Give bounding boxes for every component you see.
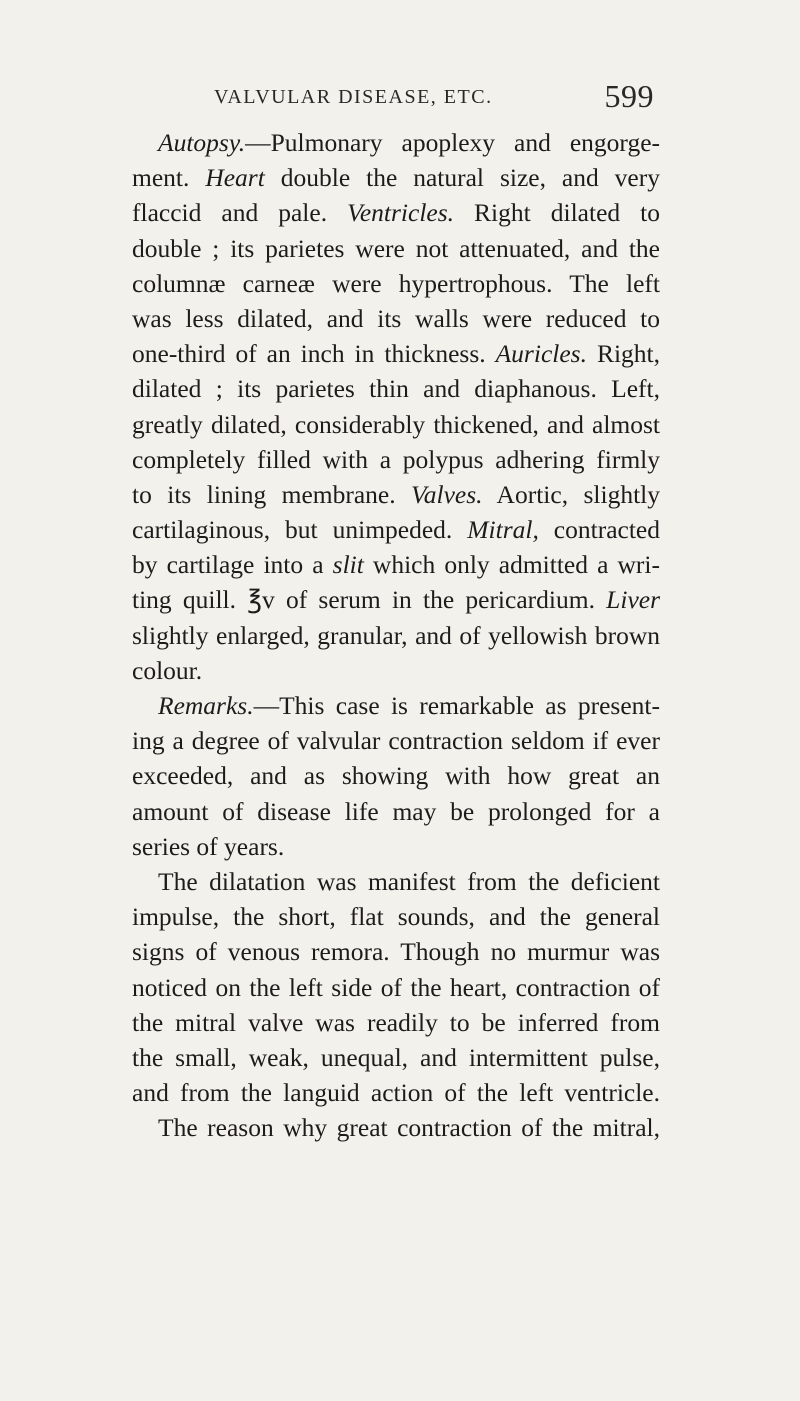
text-line [132, 1005, 660, 1040]
text-run: was less dilated, and its walls were reduced to [132, 303, 660, 333]
italic-term: Valves. [411, 479, 483, 509]
text-run: series of years. [132, 831, 285, 861]
text-line [132, 1040, 660, 1075]
text-run: contracted [538, 515, 660, 545]
text-run: signs of venous remora. Though no murmur was [132, 937, 660, 967]
text-line [132, 829, 660, 864]
text-run: which only admitted a wri- [363, 550, 660, 580]
text-line [132, 231, 660, 266]
text-line [132, 477, 660, 512]
text-run: greatly dilated, considerably thickened, and almost [132, 409, 660, 439]
text-run: noticed on the left side of the heart, contraction of [132, 972, 660, 1002]
text-run: flaccid and pale. [132, 198, 348, 228]
text-run: the small, weak, unequal, and intermittent pulse, [132, 1042, 660, 1072]
text-line [132, 934, 660, 969]
text-line [132, 794, 660, 829]
text-run: double ; its parietes were not attenuated, and the [132, 233, 660, 263]
text-line [132, 864, 660, 899]
running-title: VALVULAR DISEASE, ETC. [214, 86, 493, 108]
text-line [132, 512, 660, 547]
text-line [132, 442, 660, 477]
italic-term: Heart [205, 163, 265, 193]
text-run: exceeded, and as showing with how great an [132, 761, 660, 791]
text-line [132, 970, 660, 1005]
page-number: 599 [604, 78, 654, 114]
text-line [132, 618, 660, 653]
text-line [132, 266, 660, 301]
text-run: ting quill. ℥v of serum in the pericardium. [132, 585, 607, 615]
text-line [132, 899, 660, 934]
italic-term: Autopsy. [158, 128, 246, 157]
text-run: colour. [132, 655, 203, 685]
text-line [132, 653, 660, 688]
text-run: columnæ carneæ were hypertrophous. The left [132, 268, 660, 298]
text-line [132, 371, 660, 406]
text-run: double the natural size, and very [264, 163, 660, 193]
text-run: amount of disease life may be prolonged for a [132, 796, 660, 826]
text-run: dilated ; its parietes thin and diaphanous. Left, [132, 374, 660, 404]
text-line [132, 1110, 660, 1145]
text-run: ing a degree of valvular contraction seldom if ever [132, 726, 660, 756]
body-text [132, 125, 660, 1145]
text-line [132, 547, 660, 582]
text-line [132, 688, 660, 723]
text-run: to its lining membrane. [132, 479, 412, 509]
text-line [132, 160, 660, 195]
text-line [132, 582, 660, 617]
text-run: The reason why great contraction of the mitral, [158, 1113, 660, 1143]
italic-term: Ventricles. [347, 198, 455, 228]
text-run: slightly enlarged, granular, and of yellowish brown [132, 620, 660, 650]
text-run: one-third of an inch in thickness. [132, 339, 496, 369]
text-line [132, 758, 660, 793]
text-run: and from the languid action of the left ventricle. [132, 1078, 660, 1108]
text-run: Right dilated to [454, 198, 660, 228]
italic-term: Liver [606, 585, 660, 615]
text-run: Aortic, slightly [482, 479, 660, 509]
text-run: —Pulmonary apoplexy and engorge- [245, 128, 660, 157]
text-run: the mitral valve was readily to be inferred from [132, 1007, 660, 1037]
text-line [132, 1075, 660, 1110]
text-run: Right, [586, 339, 660, 369]
text-run: The dilatation was manifest from the deficient [158, 866, 660, 896]
text-line [132, 723, 660, 758]
text-run: ment. [132, 163, 206, 193]
italic-term: Auricles. [495, 339, 587, 369]
text-run: by cartilage into a [132, 550, 333, 580]
text-line [132, 301, 660, 336]
text-line [132, 195, 660, 230]
text-line [132, 407, 660, 442]
text-run: impulse, the short, flat sounds, and the general [132, 902, 660, 932]
italic-term: Mitral, [467, 515, 539, 545]
text-line [132, 125, 660, 160]
italic-term: Remarks. [158, 691, 254, 720]
italic-term: slit [332, 550, 364, 580]
running-head [214, 74, 654, 114]
text-run: cartilaginous, but unimpeded. [132, 515, 468, 545]
text-line [132, 336, 660, 371]
text-run: —This case is remarkable as present- [253, 691, 660, 720]
text-run: completely filled with a polypus adhering firmly [132, 444, 660, 474]
